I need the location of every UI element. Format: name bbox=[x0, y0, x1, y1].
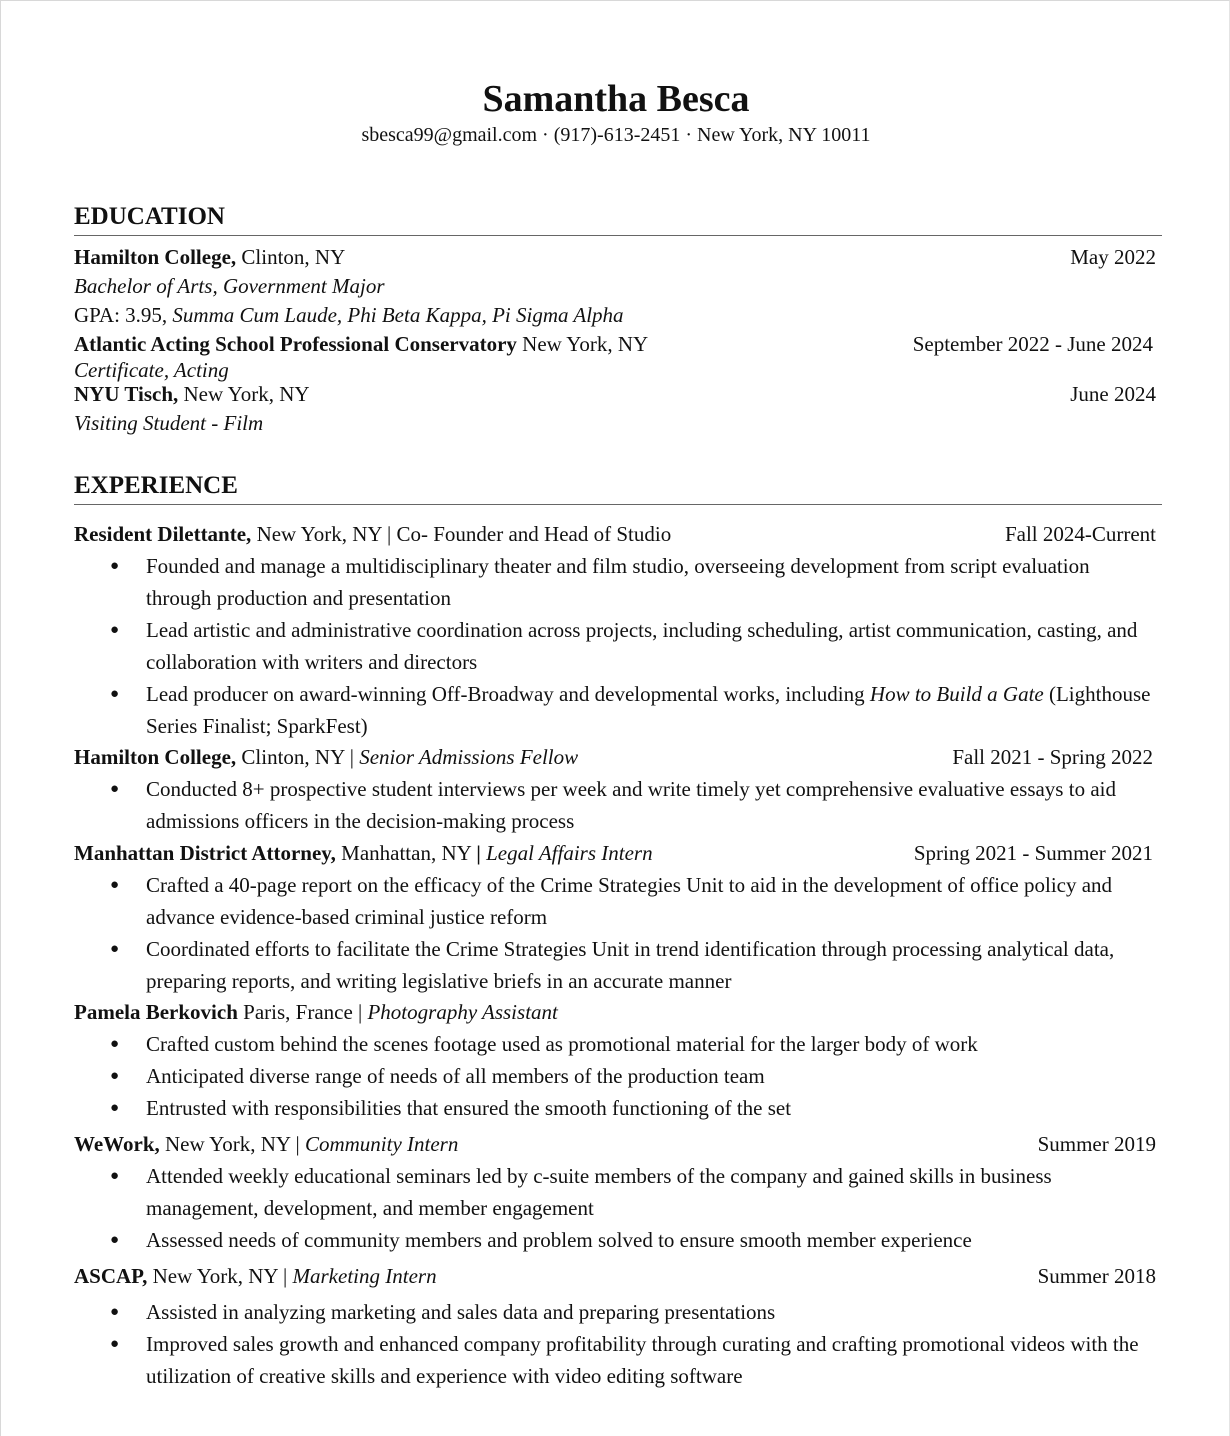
education-entry-hamilton bbox=[74, 243, 1156, 272]
visiting-text: Visiting Student - Film bbox=[74, 411, 264, 435]
job-date: Spring 2021 - Summer 2021 bbox=[913, 841, 1153, 865]
job-date: Summer 2018 bbox=[1037, 1264, 1156, 1288]
contact-line: sbesca99@gmail.com · (917)-613-2451 · New York, NY 10011 bbox=[361, 124, 871, 146]
job-header-hamilton-college bbox=[74, 741, 1156, 773]
honors-line bbox=[74, 301, 1156, 330]
job-role: Marketing Intern bbox=[292, 1264, 437, 1288]
job-details: New York, NY | bbox=[159, 1132, 305, 1156]
job-details: New York, NY | Co- Founder and Head of Studio bbox=[251, 522, 672, 546]
job-details: Clinton, NY | bbox=[236, 745, 360, 769]
job-bullets bbox=[74, 773, 1156, 837]
job-header-manhattan-da bbox=[74, 837, 1156, 869]
list-item: ● Assessed needs of community members and problem solved to ensure smooth member experience bbox=[74, 1224, 1156, 1256]
org-name: Resident Dilettante, bbox=[74, 522, 252, 546]
certificate-text: Certificate, Acting bbox=[74, 358, 229, 382]
list-item: ● Anticipated diverse range of needs of all members of the production team bbox=[74, 1060, 1156, 1092]
experience-heading: EXPERIENCE bbox=[74, 471, 1162, 505]
org-name: Manhattan District Attorney, bbox=[74, 841, 336, 865]
education-date: June 2024 bbox=[1070, 382, 1156, 406]
list-item: ● Coordinated efforts to facilitate the Crime Strategies Unit in trend identification through processing analytical data, preparing reports, and writing legislative briefs in an accurate manner bbox=[74, 933, 1156, 997]
school-location: New York, NY bbox=[516, 332, 649, 356]
bullet-text: Lead producer on award-winning Off-Broadway and developmental works, including bbox=[146, 682, 870, 706]
job-role: Photography Assistant bbox=[367, 1000, 558, 1024]
production-title: How to Build a Gate bbox=[869, 682, 1044, 706]
job-date: Fall 2024-Current bbox=[1004, 522, 1156, 546]
education-entry-atlantic bbox=[74, 330, 1156, 359]
org-name: Pamela Berkovich bbox=[74, 1000, 238, 1024]
org-name: WeWork, bbox=[74, 1132, 160, 1156]
job-details: Manhattan, NY bbox=[335, 841, 477, 865]
list-item bbox=[74, 678, 1156, 742]
school-name: Hamilton College, bbox=[74, 245, 237, 269]
job-bullets bbox=[74, 1296, 1156, 1392]
education-date: September 2022 - June 2024 bbox=[912, 332, 1153, 356]
job-header-resident-dilettante bbox=[74, 518, 1156, 550]
list-item: ● Entrusted with responsibilities that ensured the smooth functioning of the set bbox=[74, 1092, 1156, 1124]
job-header-pamela-berkovich bbox=[74, 996, 1156, 1028]
degree-text: Bachelor of Arts, Government Major bbox=[74, 274, 385, 298]
school-name: NYU Tisch, bbox=[74, 382, 179, 406]
degree-line bbox=[74, 272, 1156, 301]
job-header-ascap bbox=[74, 1260, 1156, 1292]
list-item: ● Crafted custom behind the scenes footage used as promotional material for the larger body of work bbox=[74, 1028, 1156, 1060]
list-item: ● Crafted a 40-page report on the efficacy of the Crime Strategies Unit to aid in the development of office policy and advance evidence-based criminal justice reform bbox=[74, 869, 1156, 933]
school-location: Clinton, NY bbox=[236, 245, 346, 269]
job-header-wework bbox=[74, 1128, 1156, 1160]
list-item: ● Improved sales growth and enhanced company profitability through curating and crafting promotional videos with the utilization of creative skills and experience with video editing software bbox=[74, 1328, 1156, 1392]
school-name: Atlantic Acting School Professional Conservatory bbox=[74, 332, 517, 356]
education-entry-nyu bbox=[74, 380, 1156, 409]
org-name: ASCAP, bbox=[74, 1264, 148, 1288]
job-role: Community Intern bbox=[304, 1132, 459, 1156]
job-role: Senior Admissions Fellow bbox=[359, 745, 579, 769]
job-bullets bbox=[74, 1160, 1156, 1256]
org-name: Hamilton College, bbox=[74, 745, 237, 769]
list-item: ● Conducted 8+ prospective student interviews per week and write timely yet comprehensive evaluative essays to aid admissions officers in the decision-making process bbox=[74, 773, 1156, 837]
visiting-line bbox=[74, 409, 1156, 438]
job-bullets bbox=[74, 550, 1156, 742]
education-date: May 2022 bbox=[1070, 245, 1156, 269]
job-details: New York, NY | bbox=[147, 1264, 293, 1288]
job-bullets bbox=[74, 869, 1156, 997]
education-heading: EDUCATION bbox=[74, 202, 1162, 236]
job-date: Summer 2019 bbox=[1037, 1132, 1156, 1156]
job-details: Paris, France | bbox=[237, 1000, 368, 1024]
resume-name: Samantha Besca bbox=[482, 78, 750, 120]
gpa-text: GPA: 3.95, bbox=[74, 303, 173, 327]
job-bullets bbox=[74, 1028, 1156, 1124]
school-location: New York, NY bbox=[178, 382, 310, 406]
separator: | bbox=[476, 841, 481, 865]
list-item: ● Founded and manage a multidisciplinary theater and film studio, overseeing development from script evaluation through production and presentation bbox=[74, 550, 1156, 614]
job-role: Legal Affairs Intern bbox=[480, 841, 653, 865]
bullet-text: (Lighthouse Series Finalist; SparkFest) bbox=[146, 682, 1151, 738]
job-date: Fall 2021 - Spring 2022 bbox=[952, 745, 1153, 769]
list-item: ● Assisted in analyzing marketing and sales data and preparing presentations bbox=[74, 1296, 1156, 1328]
honors-text: Summa Cum Laude, Phi Beta Kappa, Pi Sigma Alpha bbox=[172, 303, 624, 327]
list-item: ● Lead artistic and administrative coordination across projects, including scheduling, artist communication, casting, and collaboration with writers and directors bbox=[74, 614, 1156, 678]
list-item: ● Attended weekly educational seminars led by c-suite members of the company and gained skills in business management, development, and member engagement bbox=[74, 1160, 1156, 1224]
